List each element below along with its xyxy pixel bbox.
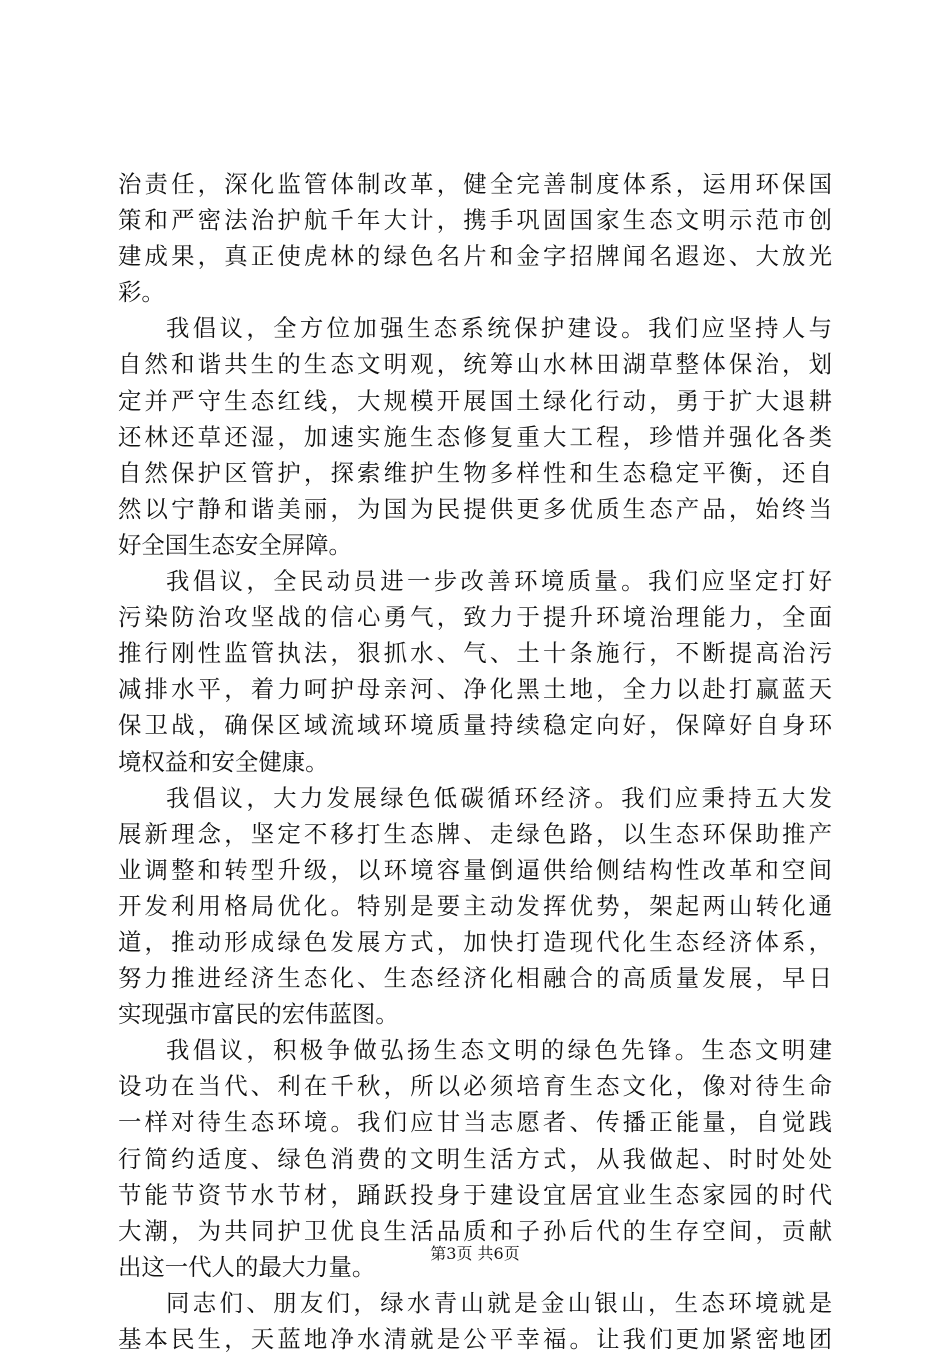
text-line: 减排水平，着力呵护母亲河、净化黑土地，全力以赴打赢蓝天 (118, 675, 832, 704)
paragraph (118, 1285, 832, 1357)
text-line: 展新理念，坚定不移打生态牌、走绿色路，以生态环保助推产 (118, 819, 832, 848)
text-line: 保卫战，确保区域流域环境质量持续稳定向好，保障好自身环 (118, 711, 832, 740)
text-line: 彩。 (118, 278, 165, 307)
text-line: 我倡议，大力发展绿色低碳循环经济。我们应秉持五大发 (166, 783, 832, 812)
text-line: 策和严密法治护航千年大计，携手巩固国家生态文明示范市创 (118, 206, 832, 235)
page-footer: 第3页 共6页 (430, 1244, 520, 1263)
text-line: 大潮，为共同护卫优良生活品质和子孙后代的生存空间，贡献 (118, 1216, 832, 1245)
text-line: 推行刚性监管执法，狠抓水、气、土十条施行，不断提高治污 (118, 639, 832, 668)
text-line: 实现强市富民的宏伟蓝图。 (118, 1000, 399, 1029)
text-line: 节能节资节水节材，踊跃投身于建设宜居宜业生态家园的时代 (118, 1180, 832, 1209)
text-line: 然以宁静和谐美丽，为国为民提供更多优质生态产品，始终当 (118, 494, 832, 523)
text-line: 开发利用格局优化。特别是要主动发挥优势，架起两山转化通 (118, 891, 832, 920)
text-line: 同志们、朋友们，绿水青山就是金山银山，生态环境就是 (166, 1288, 832, 1317)
text-line: 道，推动形成绿色发展方式，加快打造现代化生态经济体系， (118, 927, 832, 956)
text-line: 治责任，深化监管体制改革，健全完善制度体系，运用环保国 (118, 170, 832, 198)
text-line: 定并严守生态红线，大规模开展国土绿化行动，勇于扩大退耕 (118, 386, 832, 415)
paragraph (118, 563, 832, 780)
text-line: 我倡议，积极争做弘扬生态文明的绿色先锋。生态文明建 (166, 1036, 832, 1065)
text-line: 好全国生态安全屏障。 (118, 530, 352, 559)
text-line: 境权益和安全健康。 (118, 747, 329, 776)
text-line: 努力推进经济生态化、生态经济化相融合的高质量发展，早日 (118, 964, 832, 993)
paragraph (118, 166, 832, 310)
text-line: 行简约适度、绿色消费的文明生活方式，从我做起、时时处处 (118, 1144, 832, 1173)
paragraph (118, 310, 832, 563)
document-body (118, 166, 832, 1357)
text-line: 自然保护区管护，探索维护生物多样性和生态稳定平衡，还自 (118, 458, 832, 487)
text-line: 一样对待生态环境。我们应甘当志愿者、传播正能量，自觉践 (118, 1108, 832, 1137)
text-line: 出这一代人的最大力量。 (118, 1252, 376, 1281)
text-line: 基本民生，天蓝地净水清就是公平幸福。让我们更加紧密地团 (118, 1325, 832, 1353)
text-line: 建成果，真正使虎林的绿色名片和金字招牌闻名遐迩、大放光 (118, 242, 832, 271)
text-line: 还林还草还湿，加速实施生态修复重大工程，珍惜并强化各类 (118, 422, 832, 451)
text-line: 设功在当代、利在千秋，所以必须培育生态文化，像对待生命 (118, 1072, 832, 1101)
text-line: 污染防治攻坚战的信心勇气，致力于提升环境治理能力，全面 (118, 603, 832, 632)
text-line: 业调整和转型升级，以环境容量倒逼供给侧结构性改革和空间 (118, 855, 832, 884)
text-line: 我倡议，全民动员进一步改善环境质量。我们应坚定打好 (166, 567, 832, 596)
text-line: 我倡议，全方位加强生态系统保护建设。我们应坚持人与 (166, 314, 832, 343)
text-line: 自然和谐共生的生态文明观，统筹山水林田湖草整体保治，划 (118, 350, 832, 379)
paragraph (118, 780, 832, 1033)
